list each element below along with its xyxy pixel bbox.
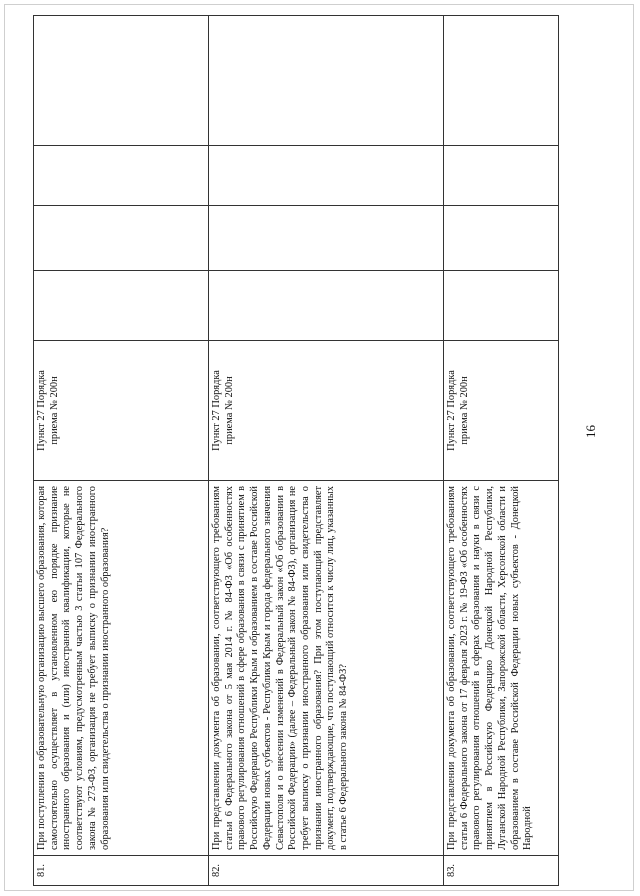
table-row — [34, 16, 209, 886]
table-row — [444, 16, 559, 886]
question-text — [209, 481, 444, 856]
question-text-content: При представлении документа об образовании, соответствующего требованиям статьи 6 Федерального закона от 17 февраля 2023 г. № 19-ФЗ «Об особенностях правового регулирования отношений в сферах образования и науки в связи с принятием в Российскую Федерацию Донецкой Народной Республики, Луганской Народной Республики, Запорожской области, Херсонской области и образованием в составе Российской Федерации новых субъектов - Донецкой Народной — [446, 486, 534, 850]
answer-cell — [444, 271, 559, 341]
legal-reference-line: приема № 200н — [223, 376, 235, 445]
notes-cell — [444, 16, 559, 146]
row-number: 81. — [34, 856, 209, 886]
legal-reference-line: Пункт 27 Порядка — [446, 370, 457, 451]
answer-cell — [34, 146, 209, 206]
question-text — [34, 481, 209, 856]
legal-reference-line: Пункт 27 Порядка — [36, 370, 47, 451]
row-number: 82. — [209, 856, 444, 886]
answer-cell — [209, 206, 444, 271]
legal-reference-line: приема № 200н — [458, 376, 470, 445]
legal-reference — [209, 341, 444, 481]
question-text-content: При поступлении в образовательную организацию высшего образования, которая самостоятельно осуществляет в установленном ею порядке признание иностранного образования и (или) иностранной квалификации, которые не соответствуют условиям, предусмотренным частью 3 статьи 107 Федерального закона № 273-ФЗ, организация не требует выписку о признании иностранного образования или свидетельства о признании иностранного образования? — [36, 486, 111, 850]
row-number: 83. — [444, 856, 559, 886]
answer-cell — [209, 271, 444, 341]
legal-reference-line: приема № 200н — [48, 376, 60, 445]
table-row — [209, 16, 444, 886]
answer-cell — [444, 206, 559, 271]
legal-reference — [34, 341, 209, 481]
legal-reference — [444, 341, 559, 481]
legal-reference-line: Пункт 27 Порядка — [211, 370, 222, 451]
answer-cell — [34, 206, 209, 271]
answer-cell — [209, 146, 444, 206]
notes-cell — [34, 16, 209, 146]
notes-cell — [209, 16, 444, 146]
question-text — [444, 481, 559, 856]
answer-cell — [444, 146, 559, 206]
question-text-content: При представлении документа об образовании, соответствующего требованиям статьи 6 Федерального закона от 5 мая 2014 г. № 84-ФЗ «Об особенностях правового регулирования отношений в сфере образования в связи с принятием в Российскую Федерацию Республики Крым и образованием в составе Российской Федерации новых субъектов - Республики Крым и города федерального значения Севастополя и о внесении изменений в Федеральный закон «Об образовании в Российской Федерации» (далее – Федеральный закон № 84-ФЗ), организация не требует выписку о признании иностранного образования или свидетельства о признании иностранного образования? При этом поступающий представляет документ, подтверждающие, что поступающий относится к числу лиц, указанных в статье 6 Федерального закона № 84-ФЗ? — [211, 486, 350, 850]
checklist-table — [33, 15, 559, 886]
answer-cell — [34, 271, 209, 341]
page-number: 16 — [583, 425, 598, 438]
